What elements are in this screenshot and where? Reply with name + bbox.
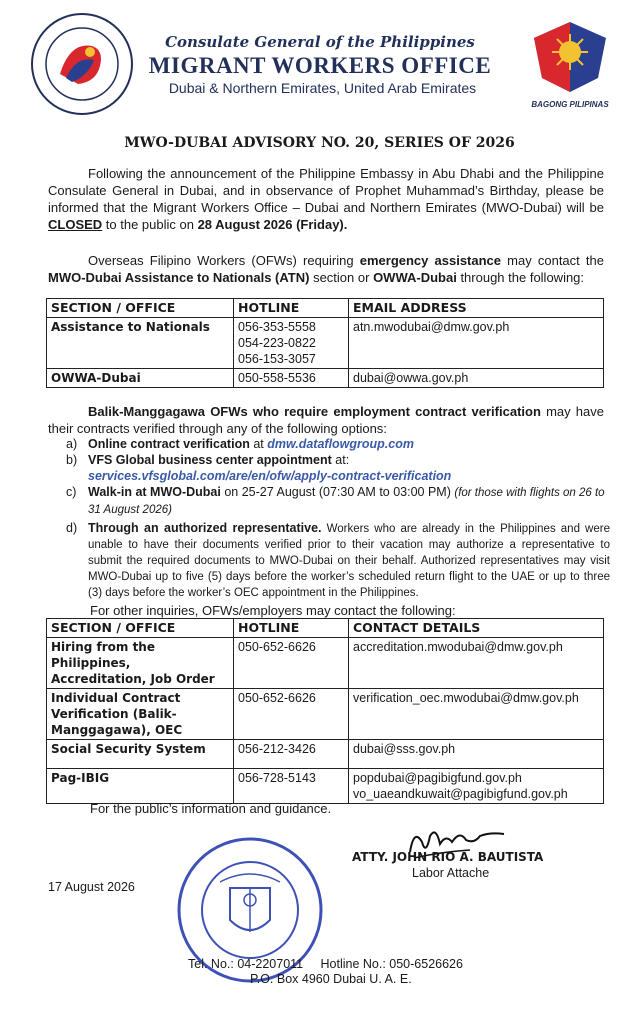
closure-date: 28 August 2026 (Friday). <box>197 217 348 232</box>
column-header: EMAIL ADDRESS <box>349 299 604 318</box>
footer-contact: Tel. No.: 04-2207011 Hotline No.: 050-6526626 <box>188 957 463 971</box>
emergency-paragraph: Overseas Filipino Workers (OFWs) requiring emergency assistance may contact the MWO-Dubai Assistance to Nationals (ATN) section or OWWA-Dubai through the following: <box>48 253 604 285</box>
footer-address: P.O. Box 4960 Dubai U. A. E. <box>250 972 412 986</box>
column-header: SECTION / OFFICE <box>47 619 234 638</box>
signatory-name: ATTY. JOHN RIO A. BAUTISTA <box>352 850 544 864</box>
column-header: HOTLINE <box>234 299 349 318</box>
closing-line: For the public’s information and guidance. <box>90 801 332 816</box>
list-item: b) VFS Global business center appointment at: services.vfsglobal.com/are/en/ofw/apply-contract-verification <box>66 453 452 483</box>
table-row: Hiring from the Philippines, Accreditation, Job Order 050-652-6626 accreditation.mwodubai@dmw.gov.ph <box>47 638 604 689</box>
column-header: HOTLINE <box>234 619 349 638</box>
table-row: OWWA-Dubai 050-558-5536 dubai@owwa.gov.ph <box>47 369 604 388</box>
office-location: Dubai & Northern Emirates, United Arab Emirates <box>168 80 477 96</box>
vfs-link[interactable]: services.vfsglobal.com/are/en/ofw/apply-contract-verification <box>88 469 452 483</box>
verification-options-list <box>66 436 610 601</box>
other-inquiries-intro: For other inquiries, OFWs/employers may contact the following: <box>90 603 456 618</box>
table-row: Pag-IBIG 056-728-5143 popdubai@pagibigfund.gov.ph vo_uaeandkuwait@pagibigfund.gov.ph <box>47 769 604 804</box>
table-row: Individual Contract Verification (Balik-Manggagawa), OEC 050-652-6626 verification_oec.mwodubai@dmw.gov.ph <box>47 689 604 740</box>
emergency-contacts-table <box>46 298 604 388</box>
issue-date: 17 August 2026 <box>48 880 135 894</box>
column-header: SECTION / OFFICE <box>47 299 234 318</box>
closed-text: CLOSED <box>48 217 103 232</box>
table-row: Assistance to Nationals 056-353-5558 054-223-0822 056-153-3057 atn.mwodubai@dmw.gov.ph <box>47 318 604 369</box>
intro-paragraph: Following the announcement of the Philippine Embassy in Abu Dhabi and the Philippine Consulate General in Dubai, and in observance of Prophet Muhammad’s Birthday, please be informed that the Migrant Workers Office – Dubai and Northern Emirates (MWO-Dubai) will be CLOSED to the public on 28 August 2026 (Friday). <box>48 166 604 232</box>
bagong-pilipinas-logo <box>528 18 612 108</box>
other-contacts-table <box>46 618 604 804</box>
column-header: CONTACT DETAILS <box>349 619 604 638</box>
list-item: d) Through an authorized representative. Workers who are already in the Philippines and were unable to have their documents verified prior to their vacation may authorize a representative to submit the required documents to MWO-Dubai on their behalf. Authorized representatives may visit MWO-Dubai up to five (5) days before the worker’s scheduled return flight to the UAE or up to three (3) days before the worker’s OEC appointment in the Philippines. <box>66 521 610 599</box>
dataflow-link[interactable]: dmw.dataflowgroup.com <box>267 437 414 451</box>
dmw-seal-logo <box>30 12 134 116</box>
contract-verification-paragraph: Balik-Manggagawa OFWs who require employment contract verification may have their contracts verified through any of the following options: <box>48 404 604 436</box>
list-item: a) Online contract verification at dmw.dataflowgroup.com <box>66 437 414 451</box>
list-item: c) Walk-in at MWO-Dubai on 25-27 August (07:30 AM to 03:00 PM) (for those with flights on 26 to 31 August 2026) <box>66 485 605 516</box>
consulate-name: Consulate General of the Philippines <box>165 33 475 51</box>
office-name: MIGRANT WORKERS OFFICE <box>148 53 492 78</box>
advisory-title: MWO-DUBAI ADVISORY NO. 20, SERIES OF 2026 <box>124 135 515 151</box>
logo-caption: BAGONG PILIPINAS <box>531 100 609 109</box>
table-row: Social Security System 056-212-3426 dubai@sss.gov.ph <box>47 740 604 769</box>
signatory-position: Labor Attache <box>412 866 490 880</box>
